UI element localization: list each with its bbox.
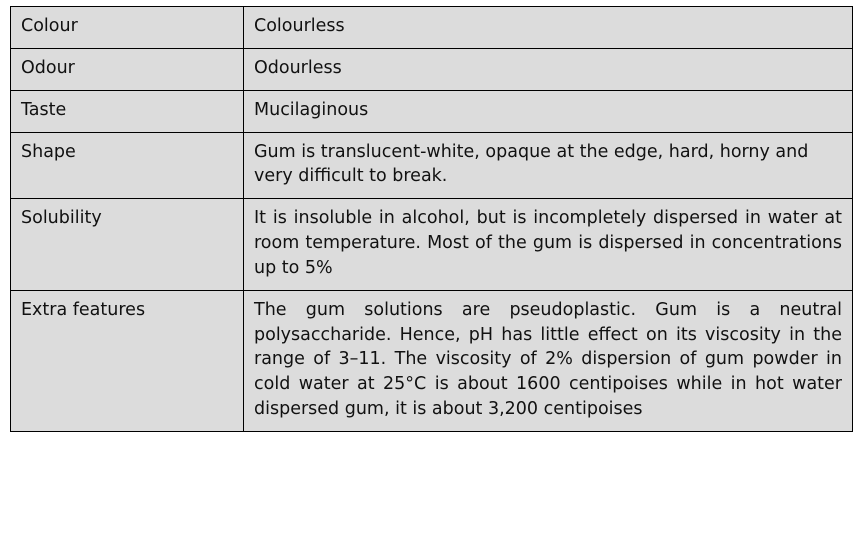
table-row bbox=[11, 290, 853, 431]
row-value: Odourless bbox=[244, 48, 853, 90]
row-label: Taste bbox=[11, 90, 244, 132]
row-label: Solubility bbox=[11, 199, 244, 291]
row-value: Colourless bbox=[244, 7, 853, 49]
row-label: Shape bbox=[11, 132, 244, 199]
row-value: Mucilaginous bbox=[244, 90, 853, 132]
row-label: Extra features bbox=[11, 290, 244, 431]
table-row bbox=[11, 199, 853, 291]
table-row bbox=[11, 7, 853, 49]
row-value: The gum solutions are pseudoplastic. Gum is a neutral polysaccharide. Hence, pH has little effect on its viscosity in the range of 3–11. The viscosity of 2% dispersion of gum powder in cold water at 25°C is about 1600 centipoises while in hot water dispersed gum, it is about 3,200 centipoises bbox=[244, 290, 853, 431]
table-body bbox=[11, 7, 853, 432]
row-label: Odour bbox=[11, 48, 244, 90]
row-label: Colour bbox=[11, 7, 244, 49]
document-page bbox=[0, 6, 863, 549]
row-value: Gum is translucent-white, opaque at the edge, hard, horny and very difficult to break. bbox=[244, 132, 853, 199]
table-row bbox=[11, 48, 853, 90]
table-row bbox=[11, 132, 853, 199]
properties-table bbox=[10, 6, 853, 432]
table-row bbox=[11, 90, 853, 132]
row-value: It is insoluble in alcohol, but is incompletely dispersed in water at room temperature. Most of the gum is dispersed in concentrations up to 5% bbox=[244, 199, 853, 291]
